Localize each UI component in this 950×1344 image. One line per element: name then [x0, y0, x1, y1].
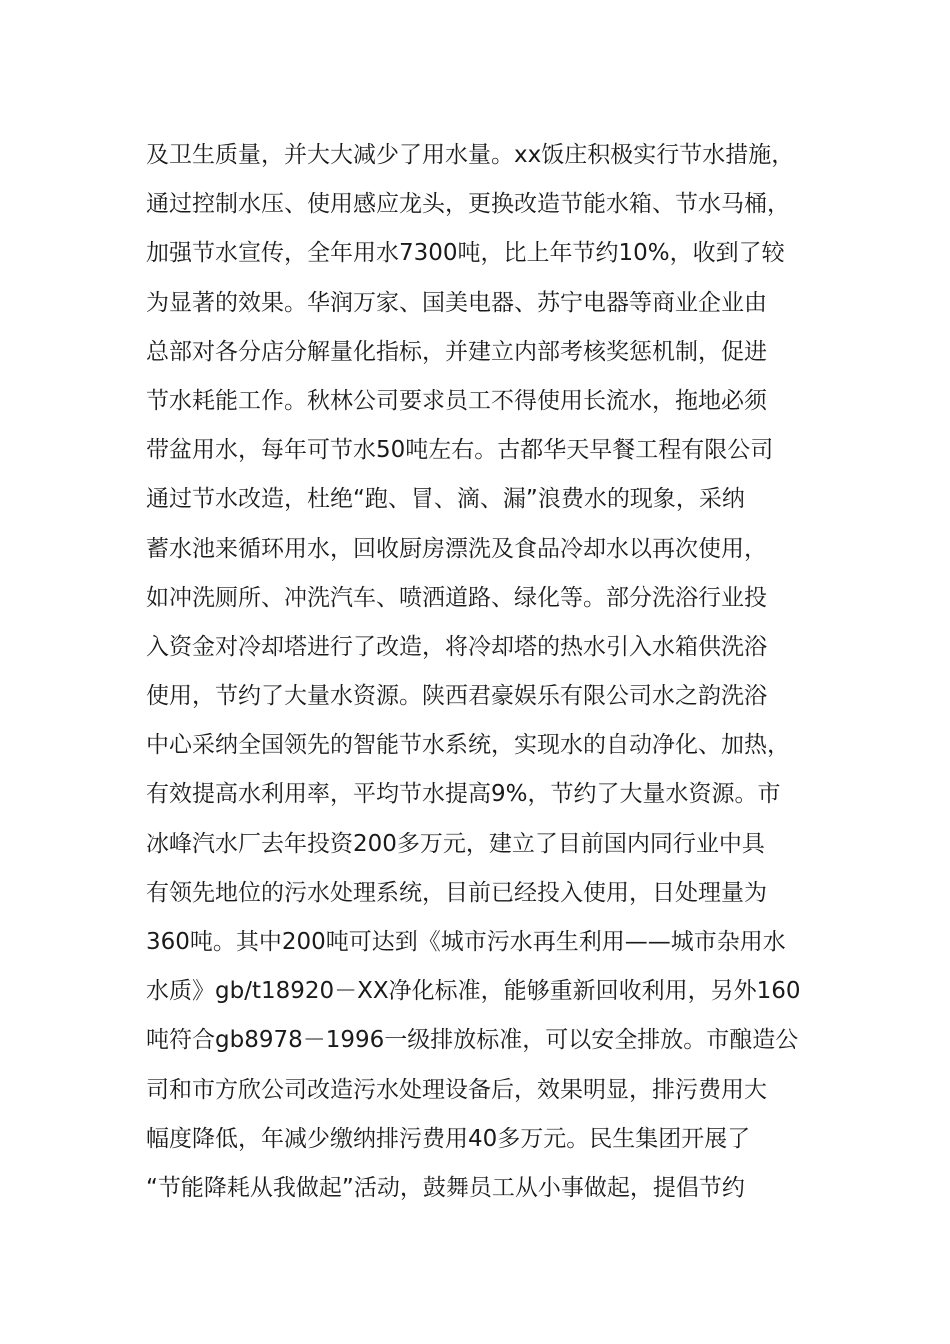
- text-line: 有领先地位的污水处理系统，目前已经投入使用，日处理量为: [146, 879, 767, 906]
- text-line: 司和市方欣公司改造污水处理设备后，效果明显，排污费用大: [146, 1076, 767, 1103]
- text-line: 360吨。其中200吨可达到《城市污水再生利用——城市杂用水: [146, 929, 786, 955]
- text-line: 吨符合gb8978－1996一级排放标准，可以安全排放。市酿造公: [146, 1027, 799, 1054]
- text-line: 通过控制水压、使用感应龙头，更换改造节能水箱、节水马桶，: [146, 191, 790, 218]
- text-line: 为显著的效果。华润万家、国美电器、苏宁电器等商业企业由: [146, 289, 767, 316]
- text-line: 通过节水改造，杜绝“跑、冒、滴、漏”浪费水的现象，采纳: [146, 486, 745, 513]
- text-line: 总部对各分店分解量化指标，并建立内部考核奖惩机制，促进: [146, 338, 767, 365]
- text-line: 入资金对冷却塔进行了改造，将冷却塔的热水引入水箱供洗浴: [146, 633, 767, 660]
- text-line: 冰峰汽水厂去年投资200多万元，建立了目前国内同行业中具: [146, 830, 765, 857]
- text-line: “节能降耗从我做起”活动，鼓舞员工从小事做起，提倡节约: [146, 1174, 745, 1201]
- text-line: 中心采纳全国领先的智能节水系统，实现水的自动净化、加热，: [146, 732, 790, 759]
- text-line: 幅度降低，年减少缴纳排污费用40多万元。民生集团开展了: [146, 1125, 751, 1152]
- text-line: 使用，节约了大量水资源。陕西君豪娱乐有限公司水之韵洗浴: [146, 683, 767, 710]
- text-line: 蓄水池来循环用水，回收厨房漂洗及食品冷却水以再次使用，: [146, 535, 767, 562]
- text-line: 带盆用水，每年可节水50吨左右。古都华天早餐工程有限公司: [146, 437, 774, 464]
- text-line: 加强节水宣传，全年用水7300吨，比上年节约10%，收到了较: [146, 240, 785, 267]
- text-line: 有效提高水利用率，平均节水提高9%，节约了大量水资源。市: [146, 781, 781, 808]
- text-line: 及卫生质量，并大大减少了用水量。xx饭庄积极实行节水措施，: [146, 142, 795, 168]
- body-paragraph: [146, 131, 836, 1213]
- text-line: 如冲洗厕所、冲洗汽车、喷洒道路、绿化等。部分洗浴行业投: [146, 584, 767, 611]
- text-line: 节水耗能工作。秋林公司要求员工不得使用长流水，拖地必须: [146, 387, 767, 414]
- text-line: 水质》gb/t18920－XX净化标准，能够重新回收利用，另外160: [146, 978, 801, 1005]
